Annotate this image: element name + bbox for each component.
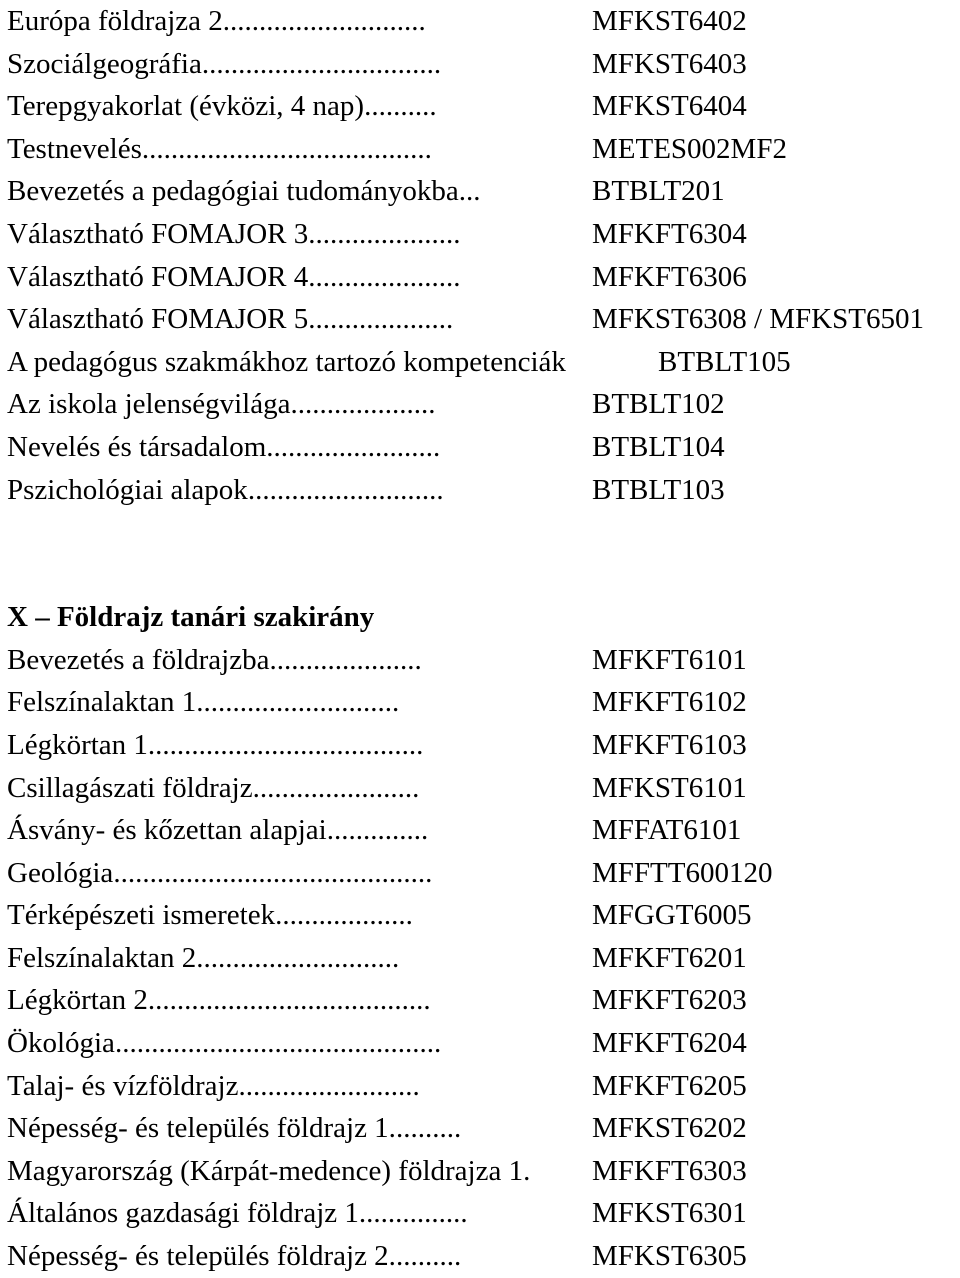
course-title: Európa földrajza 2. <box>7 5 231 37</box>
course-title: Ökológia <box>7 1027 115 1060</box>
leader-dots: ........................... <box>203 686 400 719</box>
course-row <box>7 43 957 86</box>
leader-dots: ................................. <box>201 47 442 80</box>
course-row <box>7 724 957 767</box>
leader-dots: ....................... <box>252 771 420 804</box>
course-title: Nevelés és társadalom <box>7 430 267 463</box>
course-title: Légkörtan 2. <box>7 984 156 1017</box>
course-row <box>7 979 957 1022</box>
course-row <box>7 639 957 682</box>
leader-dots: ......................... <box>238 1069 420 1102</box>
course-title: Terepgyakorlat (évközi, 4 nap) <box>7 90 365 123</box>
course-code: MFKFT6101 <box>592 643 747 676</box>
course-code: MFKST6301 <box>592 1197 747 1230</box>
leader-dots: .......... <box>364 90 437 123</box>
course-row <box>7 767 957 810</box>
course-title: Választható FOMAJOR 5. <box>7 303 316 336</box>
course-code: MFKFT6306 <box>592 260 747 293</box>
course-title: Geológia <box>7 856 114 889</box>
course-row <box>7 1107 957 1150</box>
course-row <box>7 469 957 512</box>
course-title: Szociálgeográfia <box>7 47 202 80</box>
course-code: MFKFT6103 <box>592 728 747 761</box>
course-code: MFKST6402 <box>592 5 747 37</box>
course-row <box>7 1022 957 1065</box>
course-row <box>7 894 957 937</box>
course-code: MFFTT600120 <box>592 856 773 889</box>
course-row <box>7 0 957 43</box>
leader-dots: ............................................. <box>114 1027 442 1060</box>
course-code: MFKFT6203 <box>592 984 747 1017</box>
course-title: Felszínalaktan 1. <box>7 686 204 719</box>
course-row <box>7 128 957 171</box>
course-code: MFKST6403 <box>592 47 747 80</box>
course-row <box>7 341 957 384</box>
course-title: Bevezetés a pedagógiai tudományokba <box>7 175 459 208</box>
course-code: BTBLT201 <box>592 175 725 208</box>
course-title: Felszínalaktan 2. <box>7 941 204 974</box>
course-title: Térképészeti ismeretek <box>7 899 276 932</box>
course-title: Bevezetés a földrajzba <box>7 643 270 676</box>
course-code: MFKST6202 <box>592 1112 747 1145</box>
course-title: Légkörtan 1. <box>7 728 156 761</box>
course-row <box>7 809 957 852</box>
course-code: MFKFT6204 <box>592 1027 747 1060</box>
leader-dots: ................... <box>275 899 413 932</box>
course-row <box>7 170 957 213</box>
course-row <box>7 426 957 469</box>
course-title: Az iskola jelenségvilága <box>7 388 291 421</box>
leader-dots: .................... <box>315 217 461 250</box>
course-row <box>7 383 957 426</box>
course-code: MFKST6308 / MFKST6501 <box>592 303 924 336</box>
leader-dots: .............. <box>326 814 429 847</box>
course-title: Csillagászati földrajz <box>7 771 253 804</box>
section-heading: X – Földrajz tanári szakirány <box>7 601 375 634</box>
leader-dots: ..................... <box>269 643 422 676</box>
course-title: Általános gazdasági földrajz 1. <box>7 1197 367 1230</box>
course-code: BTBLT103 <box>592 473 725 506</box>
document-page <box>7 0 957 1278</box>
leader-dots: .................... <box>290 388 436 421</box>
leader-dots: .................... <box>315 260 461 293</box>
course-title: Testnevelés <box>7 132 142 165</box>
course-row <box>7 298 957 341</box>
course-code: MFKFT6304 <box>592 217 747 250</box>
leader-dots: ..................................... <box>155 728 424 761</box>
leader-dots: ... <box>458 175 481 208</box>
course-list-general <box>7 0 957 511</box>
leader-dots: ........................ <box>266 430 441 463</box>
leader-dots: ........................... <box>203 941 400 974</box>
course-title: Népesség- és település földrajz 1. <box>7 1112 396 1145</box>
course-code: MFKST6305 <box>592 1240 747 1273</box>
course-title: Választható FOMAJOR 4. <box>7 260 316 293</box>
course-title: Magyarország (Kárpát-medence) földrajza 1. <box>7 1154 531 1187</box>
course-row <box>7 1150 957 1193</box>
course-code: MFKFT6205 <box>592 1069 747 1102</box>
course-row <box>7 85 957 128</box>
course-code: BTBLT105 <box>658 345 791 378</box>
course-code: MFKFT6303 <box>592 1154 747 1187</box>
leader-dots: ................... <box>315 303 454 336</box>
course-row <box>7 1235 957 1278</box>
course-code: METES002MF2 <box>592 132 787 165</box>
course-code: MFKFT6102 <box>592 686 747 719</box>
course-row <box>7 1065 957 1108</box>
course-title: Talaj- és vízföldrajz <box>7 1069 239 1102</box>
leader-dots: ........................................ <box>141 132 432 165</box>
leader-dots: ........................... <box>230 5 426 37</box>
leader-dots: ........................... <box>247 473 444 506</box>
course-code: MFGGT6005 <box>592 899 752 932</box>
course-row <box>7 213 957 256</box>
leader-dots: ......... <box>395 1112 462 1145</box>
course-title: Ásvány- és kőzettan alapjai <box>7 814 327 847</box>
course-row <box>7 1192 957 1235</box>
course-code: MFFAT6101 <box>592 814 742 847</box>
course-list-geography <box>7 639 957 1278</box>
course-title: A pedagógus szakmákhoz tartozó kompetenciák <box>7 345 566 378</box>
course-code: MFKST6404 <box>592 90 747 123</box>
course-title: Népesség- és település földrajz 2. <box>7 1240 396 1273</box>
course-title: Pszichológiai alapok <box>7 473 248 506</box>
course-code: BTBLT102 <box>592 388 725 421</box>
leader-dots: .............. <box>366 1197 468 1230</box>
course-code: MFKST6101 <box>592 771 747 804</box>
leader-dots: ............................................ <box>113 856 433 889</box>
course-code: MFKFT6201 <box>592 941 747 974</box>
leader-dots: ......... <box>395 1240 462 1273</box>
course-row <box>7 937 957 980</box>
course-title: Választható FOMAJOR 3. <box>7 217 316 250</box>
section-spacer <box>7 511 957 596</box>
leader-dots: ...................................... <box>155 984 431 1017</box>
course-row <box>7 256 957 299</box>
course-code: BTBLT104 <box>592 430 725 463</box>
course-row <box>7 681 957 724</box>
course-row <box>7 852 957 895</box>
